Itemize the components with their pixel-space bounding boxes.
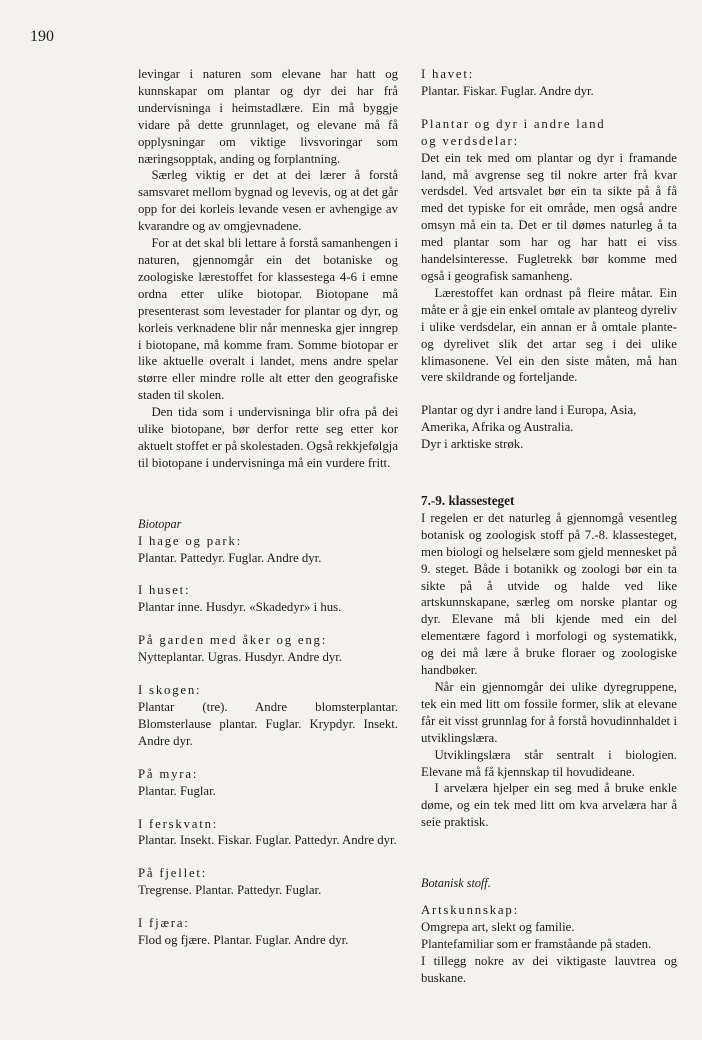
left-column <box>138 66 398 949</box>
biotope-heading: På myra: <box>138 766 199 781</box>
biotope-heading: I huset: <box>138 583 191 598</box>
biotope-heading: I ferskvatn: <box>138 816 219 831</box>
andre-land-list-item: Dyr i arktiske strøk. <box>421 437 524 452</box>
biotope-heading: I hage og park: <box>138 533 242 548</box>
artskunnskap-heading: Artskunnskap: <box>421 903 519 918</box>
klassesteget-paragraph: Utviklingslæra står sentralt i biologien. Elevane må få kjennskap til hovudideane. <box>421 747 677 779</box>
artskunnskap-line: Omgrepa art, slekt og familie. <box>421 919 575 934</box>
intro-paragraph: For at det skal bli lettare å forstå samanhengen i naturen, gjennomgår ein det botaniske og zoologiske lærestoffet for klassestega 4-6 i emne ordna etter ulike biotopar. Biotopane må presenterast som levestader for plantar og dyr, og korleis verknadene blir når menneska gjer inngrep i biotopane, må komme fram. Somme biotopar er like aktuelle overalt i landet, mens andre spelar større eller mindre rolle alt etter den geografiske staden til skolen. <box>138 236 398 403</box>
andre-land-list-item: Plantar og dyr i andre land i Europa, Asia, Amerika, Afrika og Australia. <box>421 403 637 435</box>
biotope-text: Plantar inne. Husdyr. «Skadedyr» i hus. <box>138 600 342 615</box>
andre-land-heading: Plantar og dyr i andre land <box>421 116 606 131</box>
biotope-text: Plantar. Fuglar. <box>138 783 216 798</box>
andre-land-paragraph: Det ein tek med om plantar og dyr i framande land, må avgrense seg til nokre arter frå kvar verdsdel. Ved artsvalet bør ein ta sikte på å få med det typiske for eit område, men også andre omsyn må ein ta. Det er til dømes naturleg å ta med plantar som har og har hatt ei viss handelsinteresse. Fugletrekk bør komme med også i geografisk samanheng. <box>421 150 677 283</box>
intro-paragraph: Den tida som i undervisninga blir ofra på dei ulike biotopane, bør derfor rette seg etter kor aktuelt stoffet er på skolestaden. Også rekkjefølgja til biotopane i undervisninga må ein vurdere fritt. <box>138 405 398 470</box>
biotope-heading: På fjellet: <box>138 866 208 881</box>
klassesteget-paragraph: I regelen er det naturleg å gjennomgå vesentleg botanisk og zoologisk stoff på 7.-8. klassesteget, men biologi og helselære som gjeld mennesket på 9. steget. Både i botanikk og zoologi bør ein ta sikte på å utvide og halde ved like artskunnskapane, særleg om norske plantar og dyr. Elevane må bli kjende med ein del elementære fagord i morfologi og systematikk, og dei må lære å bruke floraer og zoologiske handbøker. <box>421 510 677 678</box>
klassesteget-paragraph: I arvelæra hjelper ein seg med å bruke enkle døme, og ein tek med litt om kva arvelæra har å seie praktisk. <box>421 781 677 830</box>
havet-heading: I havet: <box>421 67 475 81</box>
right-column <box>421 66 677 987</box>
biotope-heading: I fjæra: <box>138 916 190 931</box>
biotope-heading: I skogen: <box>138 683 202 698</box>
biotope-text: Plantar. Pattedyr. Fuglar. Andre dyr. <box>138 550 322 565</box>
biotopar-heading: Biotopar <box>138 516 182 531</box>
klassesteget-paragraph: Når ein gjennomgår dei ulike dyregruppene, tek ein med litt om fossile former, slik at elevane får eit visst grunnlag for å forstå hovudinnhaldet i utviklingslæra. <box>421 680 677 745</box>
andre-land-paragraph: Lærestoffet kan ordnast på fleire måtar. Ein måte er å gje ein enkel omtale av planteog dyreliv i ulike verdsdelar, ein annan er å omtale plante- og dyrelivet slik det artar seg i dei ulike klimasonene. Vel ein den siste måten, må han vere skildrande og forteljande. <box>421 285 677 385</box>
biotope-heading: På garden med åker og eng: <box>138 633 328 648</box>
artskunnskap-line: Plantefamiliar som er framståande på staden. <box>421 936 652 951</box>
page-number: 190 <box>30 28 54 45</box>
havet-text: Plantar. Fiskar. Fuglar. Andre dyr. <box>421 83 594 98</box>
intro-paragraph: levingar i naturen som elevane har hatt og kunnskapar om plantar og dyr dei har frå undervisninga i heimstadlære. Ein må byggje vidare på dette grunnlaget, og elevane må få opplysningar om viktige livsvoringar som næringsopptak, anding og forplantning. <box>138 67 398 166</box>
biotope-text: Plantar. Insekt. Fiskar. Fuglar. Pattedyr. Andre dyr. <box>138 833 397 848</box>
biotope-text: Flod og fjære. Plantar. Fuglar. Andre dyr. <box>138 933 349 948</box>
andre-land-heading: og verdsdelar: <box>421 133 519 148</box>
biotope-text: Tregrense. Plantar. Pattedyr. Fuglar. <box>138 883 322 898</box>
biotope-text: Nytteplantar. Ugras. Husdyr. Andre dyr. <box>138 650 343 665</box>
biotope-text: Plantar (tre). Andre blomsterplantar. Blomsterlause plantar. Fuglar. Krypdyr. Insekt. Andre dyr. <box>138 700 398 748</box>
botanisk-heading: Botanisk stoff. <box>421 876 491 891</box>
intro-paragraph: Særleg viktig er det at dei lærer å forstå samsvaret mellom bygnad og levevis, og at det går opp for dei korleis levande vesen er avhengige av kvarandre og av omgjevnadene. <box>138 168 398 234</box>
klassesteget-heading: 7.-9. klassesteget <box>421 493 515 509</box>
artskunnskap-line: I tillegg nokre av dei viktigaste lauvtrea og buskane. <box>421 953 677 985</box>
